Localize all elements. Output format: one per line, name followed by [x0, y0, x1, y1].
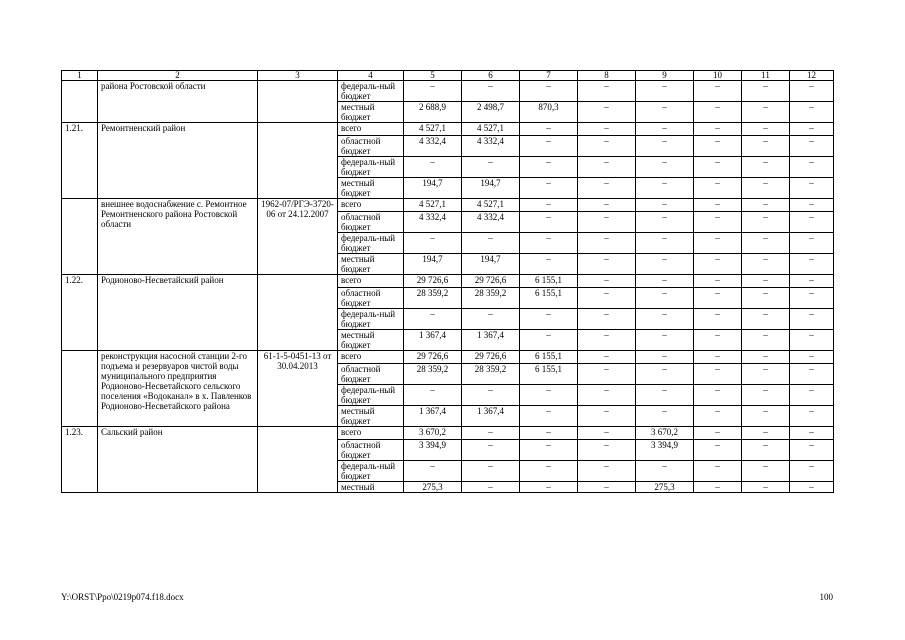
amount-cell: 1 367,4 — [404, 330, 462, 351]
amount-cell: 3 670,2 — [636, 427, 694, 440]
amount-cell: – — [404, 81, 462, 102]
amount-cell: 29 726,6 — [462, 275, 520, 288]
budget-table — [61, 70, 834, 493]
item-number: 1.21. — [62, 123, 98, 199]
amount-cell: – — [636, 212, 694, 233]
amount-cell: – — [404, 157, 462, 178]
amount-cell: – — [790, 233, 834, 254]
page-number: 100 — [819, 592, 833, 602]
header-cell: 1 — [62, 71, 98, 81]
table-row — [62, 351, 834, 364]
amount-cell: 275,3 — [636, 482, 694, 493]
amount-cell: – — [694, 427, 742, 440]
amount-cell: – — [636, 406, 694, 427]
item-name: внешнее водоснабжение с. Ремонтное Ремонтненского района Ростовской области — [98, 199, 258, 275]
funding-source: местный бюджет — [338, 330, 404, 351]
amount-cell: – — [694, 212, 742, 233]
funding-source: федераль-ный бюджет — [338, 233, 404, 254]
amount-cell: – — [694, 406, 742, 427]
amount-cell: – — [694, 440, 742, 461]
amount-cell: – — [636, 157, 694, 178]
amount-cell: 194,7 — [462, 254, 520, 275]
header-cell: 4 — [338, 71, 404, 81]
amount-cell: – — [790, 123, 834, 136]
amount-cell: – — [636, 136, 694, 157]
amount-cell: 29 726,6 — [404, 351, 462, 364]
amount-cell: – — [462, 482, 520, 493]
amount-cell: – — [578, 385, 636, 406]
doc-reference — [258, 123, 338, 199]
item-name: Сальский район — [98, 427, 258, 493]
amount-cell: – — [694, 136, 742, 157]
amount-cell: – — [694, 157, 742, 178]
amount-cell: – — [578, 199, 636, 212]
amount-cell: – — [790, 136, 834, 157]
amount-cell: – — [742, 212, 790, 233]
amount-cell: – — [636, 364, 694, 385]
amount-cell: 2 688,9 — [404, 102, 462, 123]
file-path: Y:\ORST\Ppo\0219p074.f18.docx — [61, 592, 184, 602]
amount-cell: – — [578, 351, 636, 364]
amount-cell: – — [742, 461, 790, 482]
amount-cell: – — [742, 440, 790, 461]
funding-source: местный — [338, 482, 404, 493]
amount-cell: – — [636, 461, 694, 482]
amount-cell: – — [462, 309, 520, 330]
amount-cell: – — [742, 288, 790, 309]
amount-cell: – — [462, 440, 520, 461]
header-cell: 2 — [98, 71, 258, 81]
doc-reference — [258, 427, 338, 493]
amount-cell: – — [742, 199, 790, 212]
amount-cell: – — [742, 351, 790, 364]
amount-cell: 28 359,2 — [462, 364, 520, 385]
funding-source: областной бюджет — [338, 440, 404, 461]
amount-cell: – — [742, 123, 790, 136]
amount-cell: – — [462, 81, 520, 102]
funding-source: всего — [338, 427, 404, 440]
amount-cell: – — [404, 385, 462, 406]
header-cell: 9 — [636, 71, 694, 81]
amount-cell: – — [694, 482, 742, 493]
amount-cell: 4 332,4 — [404, 212, 462, 233]
amount-cell: – — [578, 81, 636, 102]
table-row — [62, 275, 834, 288]
amount-cell: – — [694, 102, 742, 123]
amount-cell: 29 726,6 — [404, 275, 462, 288]
amount-cell: 194,7 — [404, 254, 462, 275]
amount-cell: – — [636, 81, 694, 102]
amount-cell: – — [790, 406, 834, 427]
amount-cell: – — [578, 212, 636, 233]
header-cell: 8 — [578, 71, 636, 81]
amount-cell: 1 367,4 — [462, 406, 520, 427]
amount-cell: – — [742, 482, 790, 493]
header-cell: 11 — [742, 71, 790, 81]
amount-cell: – — [578, 482, 636, 493]
amount-cell: – — [694, 309, 742, 330]
funding-source: федераль-ный бюджет — [338, 385, 404, 406]
funding-source: местный бюджет — [338, 102, 404, 123]
amount-cell: 870,3 — [520, 102, 578, 123]
funding-source: областной бюджет — [338, 212, 404, 233]
amount-cell: – — [694, 123, 742, 136]
amount-cell: – — [636, 330, 694, 351]
funding-source: федераль-ный бюджет — [338, 461, 404, 482]
header-row — [62, 71, 834, 81]
amount-cell: – — [790, 461, 834, 482]
amount-cell: 28 359,2 — [404, 288, 462, 309]
amount-cell: – — [742, 427, 790, 440]
amount-cell: – — [636, 288, 694, 309]
table-row — [62, 199, 834, 212]
amount-cell: – — [462, 427, 520, 440]
amount-cell: – — [578, 461, 636, 482]
amount-cell: – — [694, 288, 742, 309]
amount-cell: 275,3 — [404, 482, 462, 493]
amount-cell: – — [636, 123, 694, 136]
amount-cell: – — [790, 288, 834, 309]
amount-cell: 28 359,2 — [404, 364, 462, 385]
amount-cell: – — [790, 309, 834, 330]
item-number: 1.23. — [62, 427, 98, 493]
amount-cell: – — [520, 406, 578, 427]
amount-cell: 3 394,9 — [636, 440, 694, 461]
amount-cell: – — [462, 385, 520, 406]
amount-cell: – — [636, 254, 694, 275]
amount-cell: – — [742, 178, 790, 199]
amount-cell: – — [790, 178, 834, 199]
header-cell: 7 — [520, 71, 578, 81]
amount-cell: – — [694, 254, 742, 275]
amount-cell: – — [790, 102, 834, 123]
amount-cell: 4 332,4 — [404, 136, 462, 157]
funding-source: местный бюджет — [338, 178, 404, 199]
amount-cell: – — [578, 406, 636, 427]
amount-cell: – — [694, 178, 742, 199]
header-cell: 12 — [790, 71, 834, 81]
amount-cell: – — [636, 233, 694, 254]
amount-cell: – — [520, 178, 578, 199]
table-row — [62, 427, 834, 440]
amount-cell: – — [636, 178, 694, 199]
amount-cell: 29 726,6 — [462, 351, 520, 364]
amount-cell: – — [790, 157, 834, 178]
amount-cell: – — [742, 406, 790, 427]
amount-cell: – — [742, 157, 790, 178]
item-number — [62, 81, 98, 123]
amount-cell: – — [520, 212, 578, 233]
amount-cell: – — [790, 330, 834, 351]
amount-cell: – — [742, 309, 790, 330]
header-cell: 10 — [694, 71, 742, 81]
amount-cell: – — [520, 157, 578, 178]
amount-cell: – — [694, 81, 742, 102]
funding-source: федераль-ный бюджет — [338, 81, 404, 102]
amount-cell: – — [790, 427, 834, 440]
table-row — [62, 123, 834, 136]
amount-cell: – — [578, 275, 636, 288]
item-number — [62, 351, 98, 427]
amount-cell: – — [520, 427, 578, 440]
amount-cell: – — [790, 212, 834, 233]
amount-cell: – — [790, 385, 834, 406]
amount-cell: 4 332,4 — [462, 212, 520, 233]
amount-cell: 28 359,2 — [462, 288, 520, 309]
amount-cell: – — [742, 136, 790, 157]
amount-cell: – — [694, 275, 742, 288]
amount-cell: – — [520, 254, 578, 275]
item-number — [62, 199, 98, 275]
amount-cell: – — [636, 275, 694, 288]
amount-cell: 4 332,4 — [462, 136, 520, 157]
amount-cell: – — [694, 364, 742, 385]
amount-cell: – — [520, 136, 578, 157]
funding-source: всего — [338, 275, 404, 288]
amount-cell: 6 155,1 — [520, 364, 578, 385]
amount-cell: 1 367,4 — [404, 406, 462, 427]
amount-cell: – — [520, 233, 578, 254]
amount-cell: – — [404, 233, 462, 254]
doc-reference — [258, 81, 338, 123]
header-cell: 3 — [258, 71, 338, 81]
amount-cell: – — [742, 102, 790, 123]
amount-cell: – — [578, 178, 636, 199]
amount-cell: – — [520, 309, 578, 330]
amount-cell: – — [520, 123, 578, 136]
amount-cell: – — [694, 330, 742, 351]
amount-cell: – — [462, 233, 520, 254]
amount-cell: 194,7 — [462, 178, 520, 199]
amount-cell: 4 527,1 — [462, 199, 520, 212]
amount-cell: – — [462, 461, 520, 482]
amount-cell: 3 394,9 — [404, 440, 462, 461]
amount-cell: – — [578, 288, 636, 309]
item-name: реконструкция насосной станции 2-го подъема и резервуаров чистой воды муниципального предприятия Родионово-Несветайского сельского поселения «Водоканал» в х. Павленков Родионово-Несветайского района — [98, 351, 258, 427]
doc-reference: 1962-07/РГЭ-3720-06 от 24.12.2007 — [258, 199, 338, 275]
amount-cell: – — [742, 254, 790, 275]
amount-cell: – — [742, 81, 790, 102]
amount-cell: 6 155,1 — [520, 351, 578, 364]
amount-cell: – — [790, 440, 834, 461]
amount-cell: – — [520, 330, 578, 351]
amount-cell: – — [404, 461, 462, 482]
amount-cell: – — [578, 123, 636, 136]
amount-cell: – — [578, 254, 636, 275]
amount-cell: – — [694, 461, 742, 482]
amount-cell: – — [636, 351, 694, 364]
amount-cell: – — [790, 364, 834, 385]
amount-cell: 4 527,1 — [404, 123, 462, 136]
amount-cell: – — [520, 385, 578, 406]
funding-source: местный бюджет — [338, 254, 404, 275]
amount-cell: – — [578, 440, 636, 461]
amount-cell: – — [520, 482, 578, 493]
amount-cell: – — [790, 81, 834, 102]
item-name: Родионово-Несветайский район — [98, 275, 258, 351]
funding-source: всего — [338, 199, 404, 212]
amount-cell: – — [636, 385, 694, 406]
amount-cell: – — [742, 275, 790, 288]
amount-cell: – — [578, 330, 636, 351]
funding-source: местный бюджет — [338, 406, 404, 427]
amount-cell: 4 527,1 — [462, 123, 520, 136]
amount-cell: – — [636, 199, 694, 212]
amount-cell: – — [790, 254, 834, 275]
amount-cell: – — [742, 233, 790, 254]
amount-cell: – — [520, 440, 578, 461]
item-name: Ремонтненский район — [98, 123, 258, 199]
amount-cell: 3 670,2 — [404, 427, 462, 440]
amount-cell: – — [694, 385, 742, 406]
header-cell: 6 — [462, 71, 520, 81]
amount-cell: 6 155,1 — [520, 288, 578, 309]
amount-cell: – — [462, 157, 520, 178]
funding-source: областной бюджет — [338, 136, 404, 157]
doc-reference: 61-1-5-0451-13 от 30.04.2013 — [258, 351, 338, 427]
amount-cell: – — [790, 199, 834, 212]
amount-cell: – — [520, 199, 578, 212]
amount-cell: – — [742, 364, 790, 385]
funding-source: областной бюджет — [338, 288, 404, 309]
funding-source: всего — [338, 351, 404, 364]
amount-cell: 4 527,1 — [404, 199, 462, 212]
amount-cell: – — [636, 102, 694, 123]
amount-cell: – — [578, 233, 636, 254]
amount-cell: – — [790, 482, 834, 493]
funding-source: всего — [338, 123, 404, 136]
funding-source: федераль-ный бюджет — [338, 157, 404, 178]
funding-source: областной бюджет — [338, 364, 404, 385]
amount-cell: – — [790, 275, 834, 288]
amount-cell: – — [790, 351, 834, 364]
item-number: 1.22. — [62, 275, 98, 351]
amount-cell: – — [578, 157, 636, 178]
amount-cell: – — [636, 309, 694, 330]
header-cell: 5 — [404, 71, 462, 81]
amount-cell: 1 367,4 — [462, 330, 520, 351]
amount-cell: – — [742, 330, 790, 351]
amount-cell: – — [520, 81, 578, 102]
amount-cell: – — [578, 309, 636, 330]
funding-source: федераль-ный бюджет — [338, 309, 404, 330]
doc-reference — [258, 275, 338, 351]
amount-cell: 2 498,7 — [462, 102, 520, 123]
amount-cell: – — [404, 309, 462, 330]
amount-cell: – — [578, 364, 636, 385]
amount-cell: – — [520, 461, 578, 482]
amount-cell: – — [694, 233, 742, 254]
amount-cell: 194,7 — [404, 178, 462, 199]
amount-cell: – — [694, 351, 742, 364]
amount-cell: – — [578, 102, 636, 123]
amount-cell: – — [578, 427, 636, 440]
amount-cell: – — [578, 136, 636, 157]
amount-cell: – — [694, 199, 742, 212]
item-name: района Ростовской области — [98, 81, 258, 123]
amount-cell: – — [742, 385, 790, 406]
amount-cell: 6 155,1 — [520, 275, 578, 288]
table-row — [62, 81, 834, 102]
